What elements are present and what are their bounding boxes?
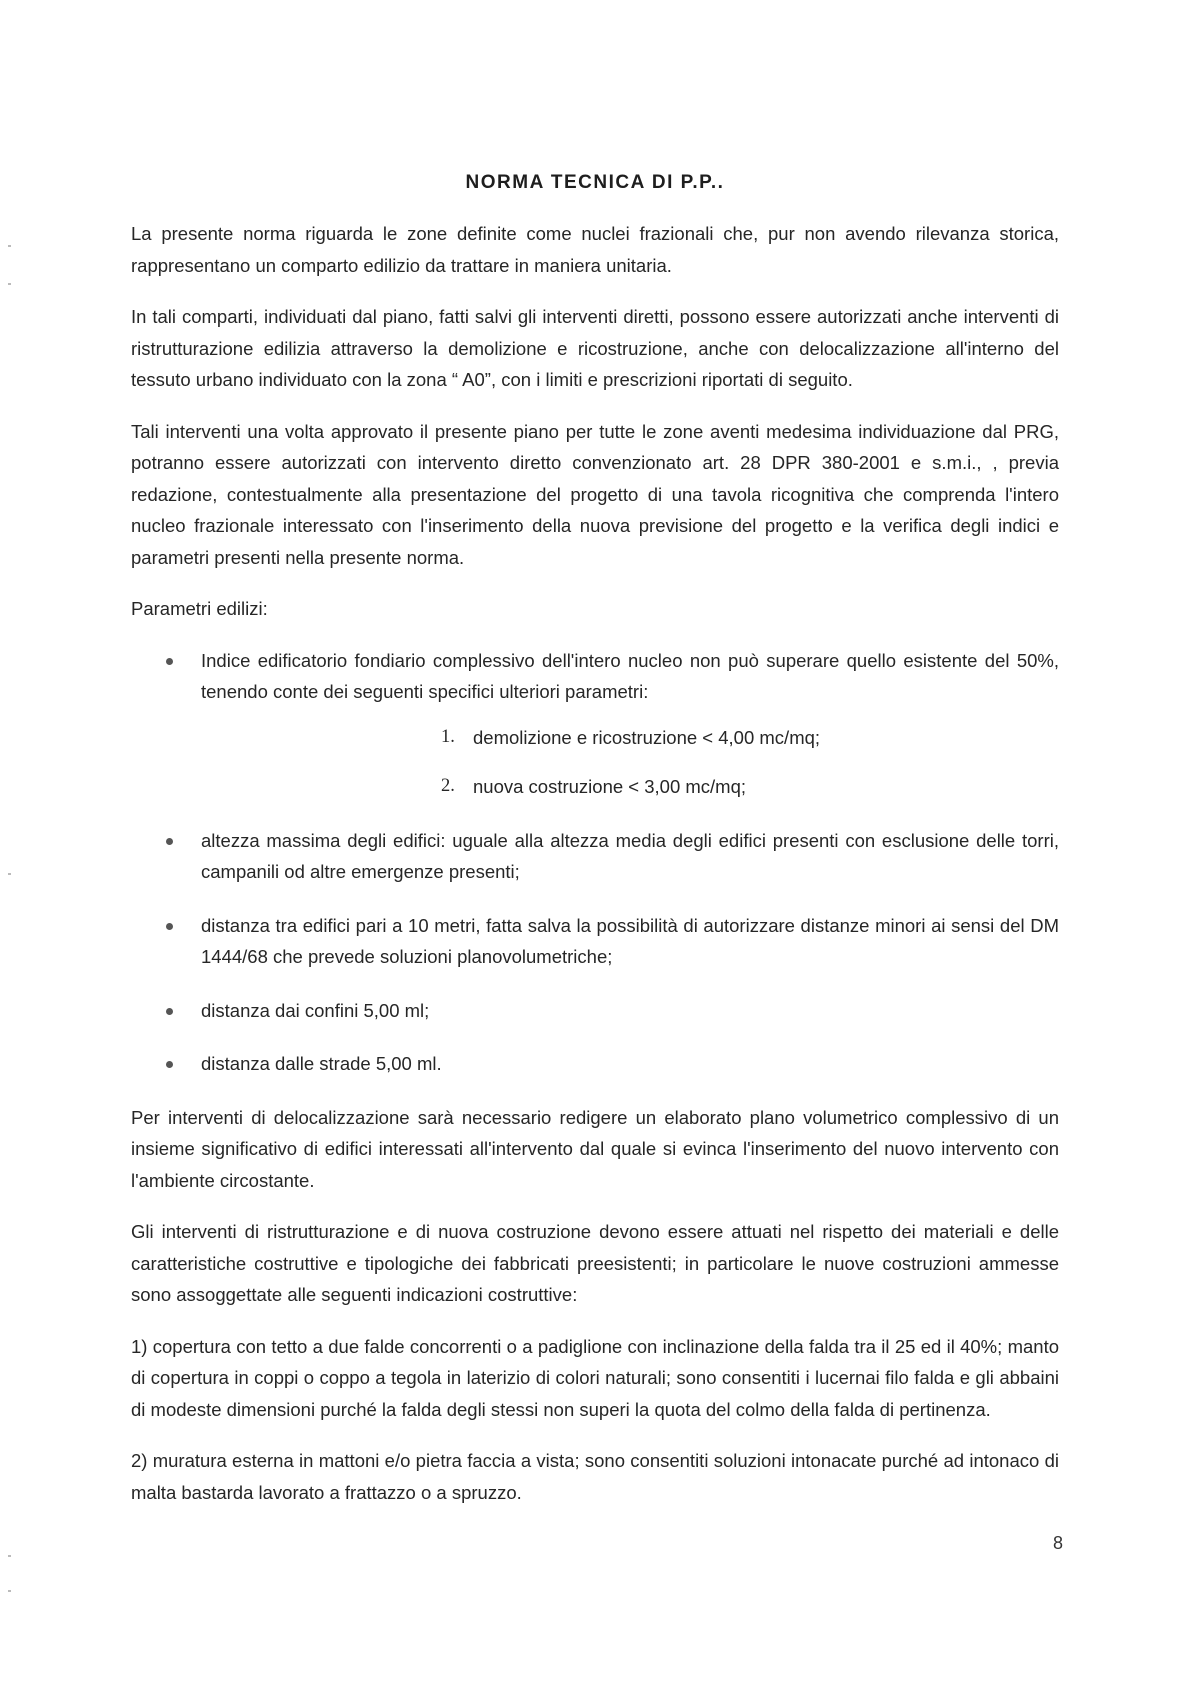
params-label: Parametri edilizi: <box>131 598 268 619</box>
scan-edge-mark <box>8 1555 11 1557</box>
bullet-icon <box>166 838 173 845</box>
list-item <box>131 1048 1059 1080</box>
list-item <box>131 825 1059 888</box>
bullet-icon <box>166 1061 173 1068</box>
page-number: 8 <box>1053 1533 1064 1553</box>
paragraph: Tali interventi una volta approvato il presente piano per tutte le zone aventi medesima individuazione dal PRG, potranno essere autorizzati con intervento diretto convenzionato art. 28 DPR 380-2001 e s.m.i., , previa redazione, contestualmente alla presentazione del progetto di una tavola ricognitiva che comprenda l'intero nucleo frazionale interessato con l'inserimento della nuova previsione del progetto e la verifica degli indici e parametri presenti nella presente norma. <box>131 420 1059 568</box>
list-item-text: distanza tra edifici pari a 10 metri, fatta salva la possibilità di autorizzare distanze minori ai sensi del DM 1444/68 che prevede soluzioni planovolumetriche; <box>201 914 1059 967</box>
scan-edge-mark <box>8 245 11 247</box>
paragraph: 2) muratura esterna in mattoni e/o pietra faccia a vista; sono consentiti soluzioni intonacate purché ad intonaco di malta bastarda lavorato a frattazzo o a spruzzo. <box>131 1450 1059 1503</box>
scan-edge-mark <box>8 873 11 875</box>
sub-list-item <box>201 722 1059 754</box>
scan-edge-mark <box>8 283 11 285</box>
list-item <box>131 995 1059 1027</box>
list-item-text: Indice edificatorio fondiario complessivo dell'intero nucleo non può superare quello esistente del 50%, tenendo conte dei seguenti specifici ulteriori parametri: <box>201 649 1059 702</box>
paragraph: In tali comparti, individuati dal piano, fatti salvi gli interventi diretti, possono essere autorizzati anche interventi di ristrutturazione edilizia attraverso la demolizione e ricostruzione, anche con delocalizzazione all'interno del tessuto urbano individuato con la zona “ A0”, con i limiti e prescrizioni riportati di seguito. <box>131 306 1059 390</box>
list-item-text: altezza massima degli edifici: uguale alla altezza media degli edifici presenti con esclusione delle torri, campanili od altre emergenze presenti; <box>201 829 1059 882</box>
sub-list-number: 2. <box>441 776 455 796</box>
list-item-text: distanza dai confini 5,00 ml; <box>201 999 430 1021</box>
list-item <box>131 645 1059 803</box>
sub-list-text: demolizione e ricostruzione < 4,00 mc/mq; <box>473 726 821 748</box>
params-list <box>131 645 1059 1080</box>
sub-list-number: 1. <box>441 726 455 747</box>
paragraph: Gli interventi di ristrutturazione e di nuova costruzione devono essere attuati nel rispetto dei materiali e delle caratteristiche costruttive e tipologiche dei fabbricati preesistenti; in particolare le nuove costruzioni ammesse sono assoggettate alle seguenti indicazioni costruttive: <box>131 1221 1059 1305</box>
list-item <box>131 910 1059 973</box>
list-item-text: distanza dalle strade 5,00 ml. <box>201 1053 442 1074</box>
paragraph: Per interventi di delocalizzazione sarà necessario redigere un elaborato plano volumetrico complessivo di un insieme significativo di edifici interessati all'intervento dal quale si evinca l'inserimento del nuovo intervento con l'ambiente circostante. <box>131 1106 1059 1191</box>
paragraph: 1) copertura con tetto a due falde concorrenti o a padiglione con inclinazione della falda tra il 25 ed il 40%; manto di copertura in coppi o coppo a tegola in laterizio di colori naturali; sono consentiti i lucernai filo falda e gli abbaini di modeste dimensioni purché la falda degli stessi non superi la quota del colmo della falda di pertinenza. <box>131 1335 1059 1420</box>
sub-list <box>201 722 1059 803</box>
bullet-icon <box>166 923 173 930</box>
bullet-icon <box>166 1008 173 1015</box>
document-body <box>131 218 1059 1528</box>
paragraph: La presente norma riguarda le zone definite come nuclei frazionali che, pur non avendo rilevanza storica, rappresentano un comparto edilizio da trattare in maniera unitaria. <box>131 223 1059 276</box>
sub-list-text: nuova costruzione < 3,00 mc/mq; <box>473 776 747 797</box>
scan-edge-mark <box>8 1590 11 1592</box>
bullet-icon <box>166 658 173 665</box>
page-title: NORMA TECNICA DI P.P.. <box>465 172 725 193</box>
sub-list-item <box>201 771 1059 803</box>
